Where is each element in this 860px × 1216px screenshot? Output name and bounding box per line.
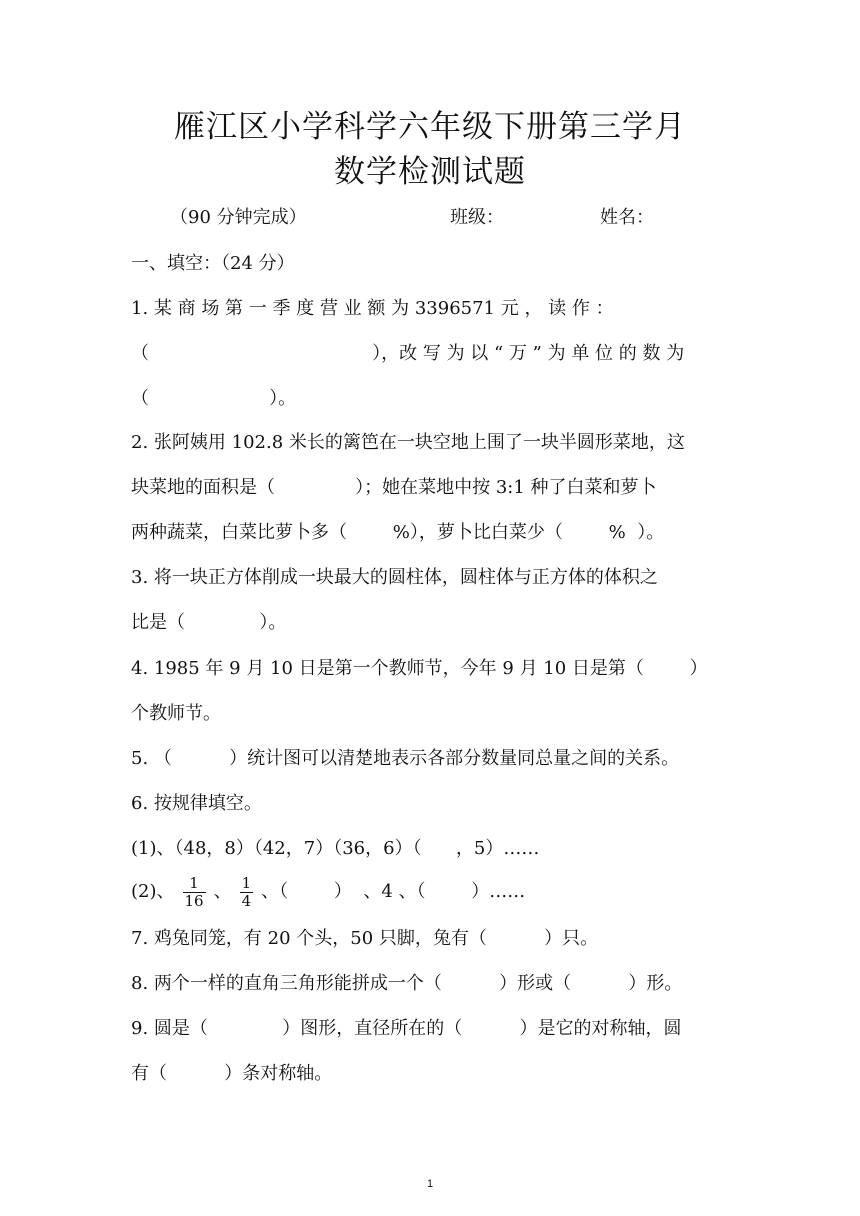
q6-separator: 、 — [213, 881, 232, 902]
question-5-line-1: 5. （ ）统计图可以清楚地表示各部分数量同总量之间的关系。 — [131, 748, 680, 769]
question-7-line-1: 7. 鸡兔同笼，有 20 个头，50 只脚，兔有（ ）只。 — [131, 928, 599, 949]
title-line-2: 数学检测试题 — [334, 154, 526, 190]
title-line-1: 雁江区小学科学六年级下册第三学月 — [174, 109, 686, 145]
question-3-line-1: 3. 将一块正方体削成一块最大的圆柱体，圆柱体与正方体的体积之 — [131, 567, 658, 588]
question-6-part-2 — [131, 872, 731, 912]
fraction-2-numerator: 1 — [241, 873, 252, 892]
question-9-line-1: 9. 圆是（ ）图形，直径所在的（ ）是它的对称轴，圆 — [131, 1018, 682, 1039]
question-2-line-3: 两种蔬菜，白菜比萝卜多（ %），萝卜比白菜少（ % ）。 — [131, 522, 665, 543]
question-1-line-1: 1. 某 商 场 第 一 季 度 营 业 额 为 3396571 元 ， 读 作 ： — [131, 298, 614, 319]
q6-part2-prefix: (2)、 — [131, 881, 175, 902]
fraction-1-16 — [183, 875, 206, 910]
question-9-line-2: 有（ ）条对称轴。 — [131, 1063, 333, 1084]
name-label: 姓名： — [600, 207, 654, 228]
question-2-line-1: 2. 张阿姨用 102.8 米长的篱笆在一块空地上围了一块半圆形菜地，这 — [131, 432, 685, 453]
question-6-part-1: (1)、（48，8）（42，7）（36，6）（ ，5）…… — [131, 838, 540, 859]
question-8-line-1: 8. 两个一样的直角三角形能拼成一个（ ）形或（ ）形。 — [131, 973, 683, 994]
question-1-line-3: （ ）。 — [131, 388, 297, 409]
question-1-line-2: （ ），改 写 为 以 “ 万 ” 为 单 位 的 数 为 — [131, 343, 685, 364]
question-6-line-1: 6. 按规律填空。 — [131, 793, 262, 814]
fraction-1-4 — [240, 875, 254, 910]
question-3-line-2: 比是（ ）。 — [131, 612, 287, 633]
section-heading: 一、填空：（24 分） — [131, 253, 295, 274]
class-label: 班级： — [450, 207, 504, 228]
fraction-1-denominator: 16 — [184, 891, 204, 910]
question-4-line-2: 个教师节。 — [131, 703, 221, 724]
fraction-2-denominator: 4 — [241, 891, 252, 910]
page-number: 1 — [426, 1178, 434, 1190]
q6-part2-suffix: 、（ ） 、4 、（ ）…… — [261, 881, 526, 902]
question-2-line-2: 块菜地的面积是（ ）；她在菜地中按 3:1 种了白菜和萝卜 — [131, 477, 657, 498]
time-note: （90 分钟完成） — [170, 207, 307, 228]
question-4-line-1: 4. 1985 年 9 月 10 日是第一个教师节，今年 9 月 10 日是第（ ） — [131, 658, 708, 679]
fraction-1-numerator: 1 — [183, 875, 206, 893]
